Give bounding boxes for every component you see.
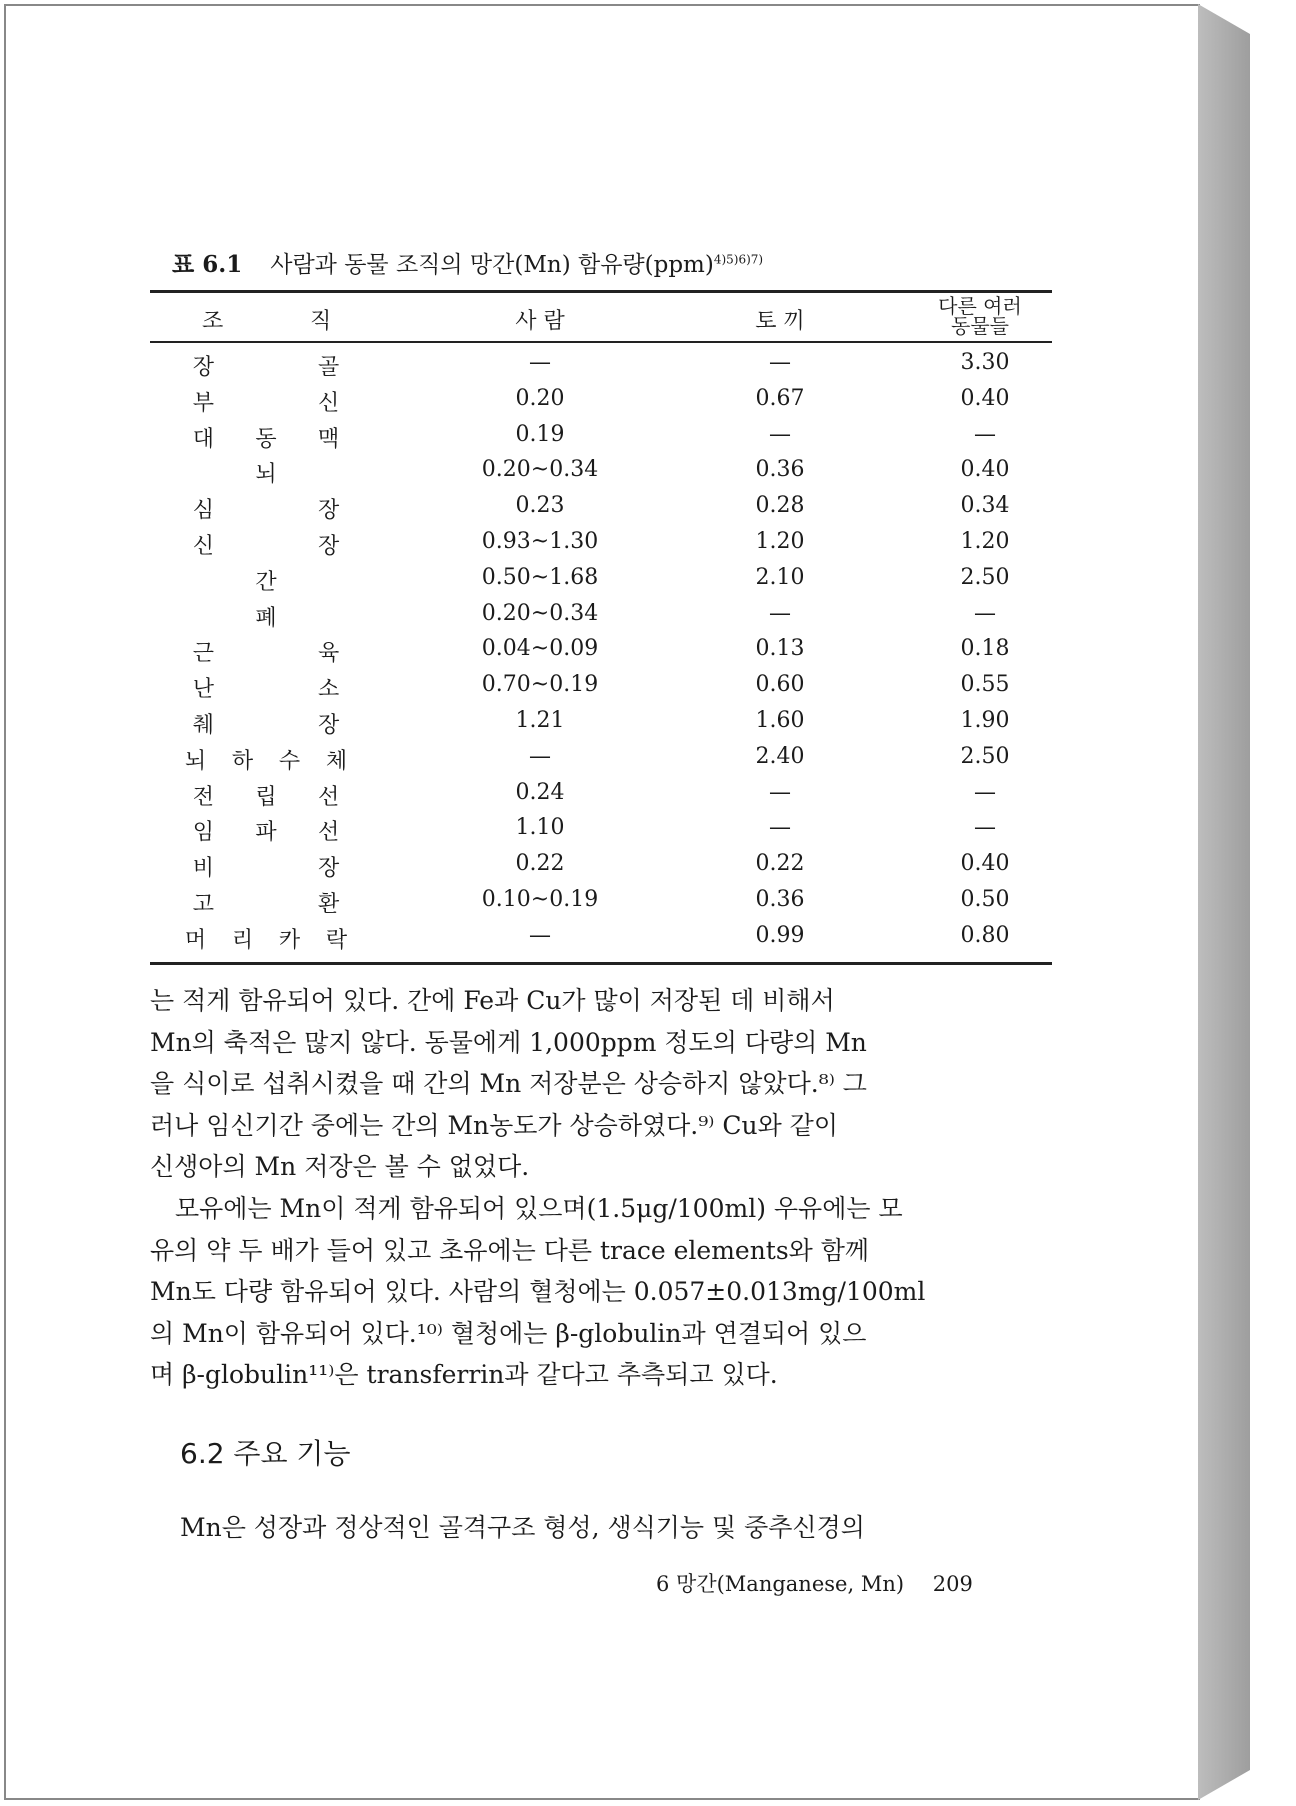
table-row bbox=[150, 493, 1052, 525]
cell-tissue bbox=[172, 923, 360, 954]
table-top-rule bbox=[150, 290, 1052, 293]
cell-other: 0.40 bbox=[960, 457, 1010, 483]
table-label: 표 6.1 bbox=[172, 251, 243, 278]
section-heading: 6.2 주요 기능 bbox=[180, 1437, 351, 1470]
tissue-char: 장 bbox=[318, 713, 340, 738]
tissue-char: 뇌 bbox=[184, 748, 207, 774]
cell-rabbit: 0.13 bbox=[755, 636, 805, 662]
paragraph-line: Mn의 축적은 많지 않다. 동물에게 1,000ppm 정도의 다량의 Mn bbox=[150, 1027, 867, 1057]
table-row bbox=[150, 529, 1052, 561]
table-row bbox=[150, 350, 1052, 382]
tissue-char: 전 bbox=[192, 784, 214, 810]
cell-rabbit: — bbox=[769, 779, 791, 805]
table-refs: 4)5)6)7) bbox=[713, 252, 764, 267]
cell-other: 0.80 bbox=[960, 922, 1010, 948]
tissue-char: 장 bbox=[318, 856, 340, 882]
tissue-char bbox=[297, 601, 360, 632]
tissue-char: 대 bbox=[192, 426, 214, 452]
cell-tissue bbox=[172, 565, 360, 596]
cell-rabbit: 0.36 bbox=[755, 887, 805, 912]
cell-other: 0.55 bbox=[960, 672, 1010, 698]
cell-other: 1.90 bbox=[960, 708, 1010, 733]
tissue-char bbox=[235, 350, 298, 381]
tissue-char bbox=[235, 851, 298, 882]
tissue-char: 심 bbox=[192, 498, 214, 524]
tissue-char: 락 bbox=[325, 927, 348, 953]
cell-human: — bbox=[529, 743, 551, 769]
cell-tissue bbox=[172, 672, 360, 703]
tissue-char: 립 bbox=[255, 784, 277, 810]
cell-rabbit: 2.10 bbox=[755, 564, 805, 590]
tissue-char bbox=[172, 457, 235, 488]
cell-rabbit: 2.40 bbox=[755, 743, 805, 769]
cell-human: 0.20~0.34 bbox=[481, 600, 599, 626]
tissue-char: 동 bbox=[255, 426, 277, 452]
cell-tissue bbox=[172, 529, 360, 560]
tissue-char: 근 bbox=[192, 641, 214, 667]
table-header-rule bbox=[150, 341, 1052, 343]
tissue-char: 장 bbox=[318, 498, 340, 524]
cell-human: 0.20 bbox=[515, 385, 565, 411]
tissue-char bbox=[172, 565, 235, 596]
table-row bbox=[150, 565, 1052, 597]
paragraph-line: 유의 약 두 배가 들어 있고 초유에는 다른 trace elements와 함께 bbox=[150, 1235, 870, 1265]
paragraph-line: 모유에는 Mn이 적게 함유되어 있으며(1.5μg/100ml) 우유에는 모 bbox=[175, 1194, 903, 1223]
cell-rabbit: 0.67 bbox=[755, 385, 805, 411]
header-other-animals bbox=[910, 296, 1050, 336]
tissue-char: 골 bbox=[318, 355, 340, 380]
tissue-char: 췌 bbox=[192, 713, 214, 738]
table-row bbox=[150, 851, 1052, 883]
cell-other: — bbox=[974, 779, 996, 805]
cell-human: — bbox=[529, 350, 551, 375]
tissue-char: 육 bbox=[318, 641, 340, 667]
cell-other: 3.30 bbox=[960, 350, 1010, 375]
cell-other: — bbox=[974, 600, 996, 626]
table-row bbox=[150, 672, 1052, 704]
tissue-char: 카 bbox=[278, 927, 301, 953]
table-row bbox=[150, 923, 1052, 955]
cell-rabbit: 1.20 bbox=[755, 529, 805, 554]
cell-rabbit: 0.99 bbox=[755, 922, 805, 948]
cell-human: 0.93~1.30 bbox=[481, 529, 599, 554]
cell-human: 1.10 bbox=[515, 815, 565, 841]
cell-rabbit: 0.28 bbox=[755, 493, 805, 519]
cell-tissue bbox=[172, 780, 360, 811]
tissue-char: 선 bbox=[318, 784, 340, 810]
tissue-char bbox=[235, 672, 298, 703]
page-edge bbox=[1198, 4, 1250, 1800]
tissue-char bbox=[235, 493, 298, 524]
header-tissue-1: 조 bbox=[202, 309, 224, 334]
tissue-char: 신 bbox=[318, 390, 340, 416]
cell-tissue bbox=[172, 636, 360, 667]
cell-other: 1.20 bbox=[960, 529, 1010, 554]
header-human: 사 람 bbox=[515, 309, 565, 334]
paragraph-line: Mn도 다량 함유되어 있다. 사람의 혈청에는 0.057±0.013mg/100ml bbox=[150, 1277, 926, 1306]
table-row bbox=[150, 887, 1052, 919]
table-row bbox=[150, 815, 1052, 847]
cell-other: 2.50 bbox=[960, 743, 1010, 769]
header-rabbit: 토 끼 bbox=[755, 309, 805, 334]
tissue-char: 임 bbox=[192, 820, 214, 846]
tissue-char: 환 bbox=[318, 892, 340, 917]
cell-other: — bbox=[974, 815, 996, 841]
table-row bbox=[150, 601, 1052, 633]
tissue-char: 수 bbox=[278, 748, 301, 774]
cell-other: 0.34 bbox=[960, 493, 1010, 519]
cell-human: 0.22 bbox=[515, 851, 565, 877]
cell-human: 0.70~0.19 bbox=[481, 672, 599, 698]
paragraph-line: 신생아의 Mn 저장은 볼 수 없었다. bbox=[150, 1152, 530, 1181]
table-row bbox=[150, 386, 1052, 418]
header-other-line2: 동물들 bbox=[951, 314, 1009, 338]
paragraph-line: 며 β-globulin¹¹⁾은 transferrin과 같다고 추측되고 있다. bbox=[150, 1360, 778, 1389]
table-bottom-rule bbox=[150, 962, 1052, 965]
cell-rabbit: 1.60 bbox=[755, 708, 805, 733]
header-other-line1: 다른 여러 bbox=[938, 294, 1022, 318]
page-number: 209 bbox=[932, 1572, 973, 1596]
cell-tissue bbox=[172, 815, 360, 846]
tissue-char: 간 bbox=[255, 569, 277, 595]
cell-rabbit: 0.36 bbox=[755, 457, 805, 483]
tissue-char bbox=[297, 457, 360, 488]
tissue-char bbox=[297, 565, 360, 596]
cell-human: 0.19 bbox=[515, 421, 565, 447]
cell-other: 0.40 bbox=[960, 851, 1010, 877]
cell-rabbit: — bbox=[769, 815, 791, 841]
tissue-char: 부 bbox=[192, 390, 214, 416]
cell-human: 0.24 bbox=[515, 779, 565, 805]
cell-rabbit: — bbox=[769, 421, 791, 447]
tissue-char: 리 bbox=[231, 927, 254, 953]
cell-human: 0.10~0.19 bbox=[481, 887, 599, 912]
tissue-char: 고 bbox=[192, 892, 214, 917]
tissue-char: 머 bbox=[184, 927, 207, 953]
tissue-char: 뇌 bbox=[255, 462, 277, 488]
paragraph-line: 는 적게 함유되어 있다. 간에 Fe과 Cu가 많이 저장된 데 비해서 bbox=[150, 986, 835, 1015]
cell-rabbit: 0.60 bbox=[755, 672, 805, 698]
cell-other: 0.40 bbox=[960, 385, 1010, 411]
tissue-char: 소 bbox=[318, 677, 340, 703]
paragraph-line: 을 식이로 섭취시켰을 때 간의 Mn 저장분은 상승하지 않았다.⁸⁾ 그 bbox=[150, 1069, 867, 1098]
cell-tissue bbox=[172, 851, 360, 882]
table-row bbox=[150, 708, 1052, 740]
table-row bbox=[150, 744, 1052, 776]
header-tissue-2: 직 bbox=[310, 309, 332, 334]
cell-rabbit: 0.22 bbox=[755, 851, 805, 877]
paragraph-1 bbox=[150, 980, 1052, 1188]
cell-tissue bbox=[172, 386, 360, 417]
tissue-char bbox=[235, 386, 298, 417]
cell-human: 0.23 bbox=[515, 493, 565, 519]
body-text-last-line: Mn은 성장과 정상적인 골격구조 형성, 생식기능 및 중추신경의 bbox=[180, 1513, 865, 1542]
tissue-char: 비 bbox=[192, 856, 214, 882]
cell-human: — bbox=[529, 922, 551, 948]
tissue-char: 하 bbox=[231, 748, 254, 774]
cell-rabbit: — bbox=[769, 600, 791, 626]
cell-tissue bbox=[172, 744, 360, 775]
tissue-char: 파 bbox=[255, 820, 277, 846]
tissue-char: 장 bbox=[318, 534, 340, 559]
paragraph-line: 의 Mn이 함유되어 있다.¹⁰⁾ 혈청에는 β-globulin과 연결되어 있으 bbox=[150, 1318, 867, 1348]
cell-tissue bbox=[172, 350, 360, 381]
tissue-char bbox=[235, 708, 298, 739]
tissue-char bbox=[235, 636, 298, 667]
paragraph-2 bbox=[150, 1188, 1052, 1396]
table-row bbox=[150, 422, 1052, 454]
table-row bbox=[150, 636, 1052, 668]
cell-tissue bbox=[172, 457, 360, 488]
table-caption bbox=[172, 246, 763, 279]
cell-tissue bbox=[172, 422, 360, 453]
tissue-char: 장 bbox=[192, 355, 214, 380]
cell-human: 0.04~0.09 bbox=[481, 636, 599, 662]
cell-tissue bbox=[172, 493, 360, 524]
cell-other: 2.50 bbox=[960, 564, 1010, 590]
table-row bbox=[150, 780, 1052, 812]
paragraph-line: 러나 임신기간 중에는 간의 Mn농도가 상승하였다.⁹⁾ Cu와 같이 bbox=[150, 1110, 838, 1140]
tissue-char: 폐 bbox=[255, 605, 277, 631]
tissue-char bbox=[235, 887, 298, 918]
cell-tissue bbox=[172, 601, 360, 632]
cell-rabbit: — bbox=[769, 350, 791, 375]
cell-tissue bbox=[172, 708, 360, 739]
tissue-char: 난 bbox=[192, 677, 214, 703]
cell-other: 0.50 bbox=[960, 887, 1010, 912]
tissue-char: 맥 bbox=[318, 426, 340, 452]
tissue-char bbox=[172, 601, 235, 632]
tissue-char: 체 bbox=[325, 748, 348, 774]
cell-human: 0.50~1.68 bbox=[481, 564, 599, 590]
tissue-char: 신 bbox=[192, 534, 214, 559]
table-title: 사람과 동물 조직의 망간(Mn) 함유량(ppm) bbox=[270, 252, 714, 278]
tissue-char: 선 bbox=[318, 820, 340, 846]
cell-other: — bbox=[974, 421, 996, 447]
cell-tissue bbox=[172, 887, 360, 918]
cell-human: 0.20~0.34 bbox=[481, 457, 599, 483]
tissue-char bbox=[235, 529, 298, 560]
footer-chapter: 6 망간(Manganese, Mn) bbox=[656, 1572, 905, 1596]
cell-other: 0.18 bbox=[960, 636, 1010, 662]
cell-human: 1.21 bbox=[515, 708, 565, 733]
page-footer bbox=[656, 1568, 973, 1598]
table-row bbox=[150, 457, 1052, 489]
